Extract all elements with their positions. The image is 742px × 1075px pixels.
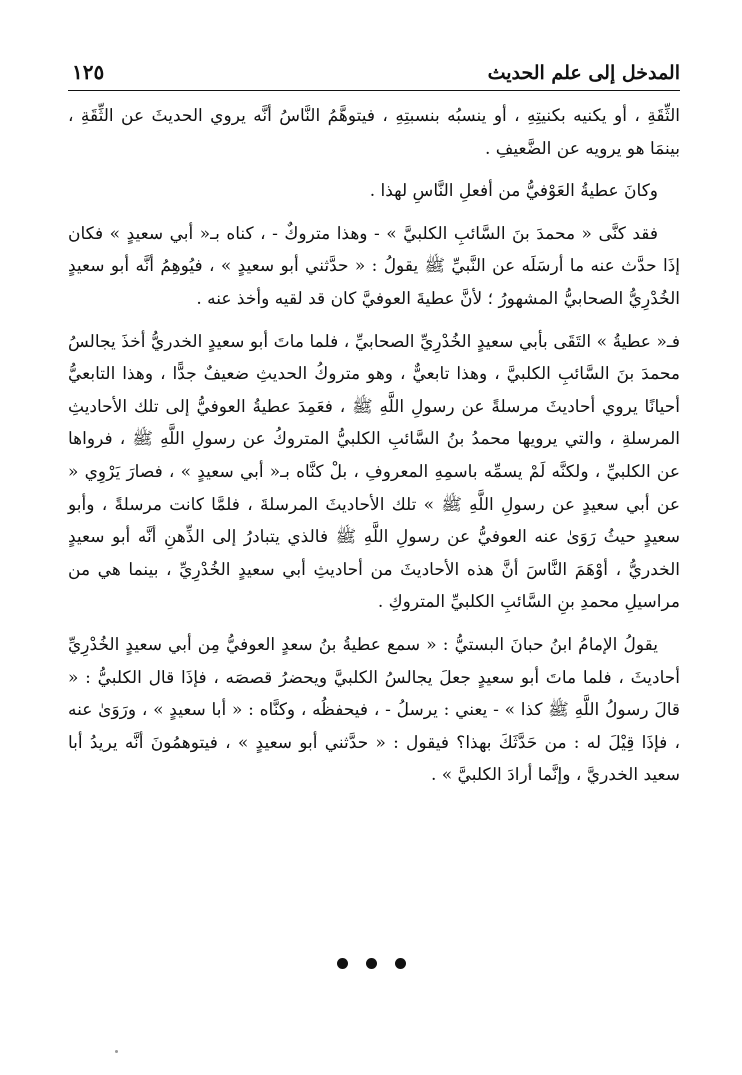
section-end-ornament — [0, 958, 742, 969]
paragraph-5: يقولُ الإمامُ ابنُ حبانَ البستيُّ : « سمع عطيةُ بنُ سعدٍ العوفيُّ مِن أبي سعيدٍ الخُدْرِيِّ أحاديثَ ، فلما ماتَ أبو سعيدٍ جعلَ يجالسُ الكلبيَّ ويحضرُ قصصَه ، فإذَا قال الكلبيُّ : « قالَ رسولُ اللَّهِ ﷺ كذا » - يعني : يرسلُ - ، فيحفظُه ، وكنَّاه : « أبا سعيدٍ » ، ورَوَىٰ عنه ، فإذَا قِيْلَ له : من حَدَّثَكَ بهذا؟ فيقول : « حدَّثني أبو سعيدٍ » ، فيتوهمُونَ أنَّه يريدُ أبا سعيد الخدريَّ ، وإنَّما أرادَ الكلبيَّ » . — [68, 634, 680, 786]
ornament-dot-icon — [337, 958, 348, 969]
paragraph-4: فـ« عطيةُ » التَقَى بأبي سعيدٍ الخُدْرِيِّ الصحابيِّ ، فلما ماتَ أبو سعيدٍ الخدريُّ أخذَ يجالسُ محمدَ بنَ السَّائبِ الكلبيَّ ، وهذا تابعيٌّ ، وهو متروكُ الحديثِ ضعيفٌ جدًّا ، وهذا التابعيُّ أحيانًا يروي أحاديثَ مرسلةً عن رسولِ اللَّهِ ﷺ ، فعَمِدَ عطيةُ العوفيُّ إلى تلك الأحاديثِ المرسلةِ ، والتي يرويها محمدُ بنُ السَّائبِ الكلبيُّ المتروكُ عن رسولِ اللَّهِ ﷺ ، فرواها عن الكلبيِّ ، ولكنَّه لَمْ يسمِّه باسمِهِ المعروفِ ، بلْ كنَّاه بـ« أبي سعيدٍ » ، فصارَ يَرْوِي « عن أبي سعيدٍ عن رسولِ اللَّهِ ﷺ » تلك الأحاديثَ المرسلةَ ، فلمَّا كانت مرسلةً ، وأبو سعيدٍ حيثُ رَوَىٰ عنه العوفيُّ عن رسولِ اللَّهِ ﷺ فالذي يتبادرُ إلى الذِّهنِ أنَّه أبو سعيدٍ الخدريُّ ، أوْهَمَ النَّاسَ أنَّ هذه الأحاديثَ من أحاديثِ أبي سعيدٍ الخُدْرِيِّ ، بينما هي من مراسيلِ محمدِ بنِ السَّائبِ الكلبيِّ المتروكِ . — [68, 331, 680, 613]
running-title: المدخل إلى علم الحديث — [487, 62, 680, 84]
body-text — [68, 100, 680, 802]
paragraph-2: وكانَ عطيةُ العَوْفيُّ من أفعلِ النَّاسِ لهذا . — [369, 181, 658, 202]
running-header — [72, 52, 680, 84]
header-divider — [68, 90, 680, 91]
ornament-dot-icon — [395, 958, 406, 969]
scan-speck — [115, 1050, 118, 1053]
ornament-dot-icon — [366, 958, 377, 969]
paragraph-3: فقد كنَّى « محمدَ بنَ السَّائبِ الكلبيَّ » - وهذا متروكٌ - ، كناه بـ« أبي سعيدٍ » فكان إذَا حدَّث عنه ما أرسَلَه عن النَّبيِّ ﷺ يقولُ : « حدَّثني أبو سعيدٍ » ، فيُوهِمُ أنَّه أبو سعيدٍ الخُدْرِيُّ الصحابيُّ المشهورُ ؛ لأنَّ عطيةَ العوفيَّ كان قد لقيه وأخذ عنه . — [68, 223, 680, 309]
paragraph-1: الثِّقَةِ ، أو يكنيه بكنيتِهِ ، أو ينسبُه بنسبتِهِ ، فيتوهَّمُ النَّاسُ أنَّه يروي الحديثَ عن الثِّقَةِ ، بينمَا هو يرويه عن الضَّعيفِ . — [68, 106, 680, 159]
page-number: ١٢٥ — [72, 60, 105, 84]
